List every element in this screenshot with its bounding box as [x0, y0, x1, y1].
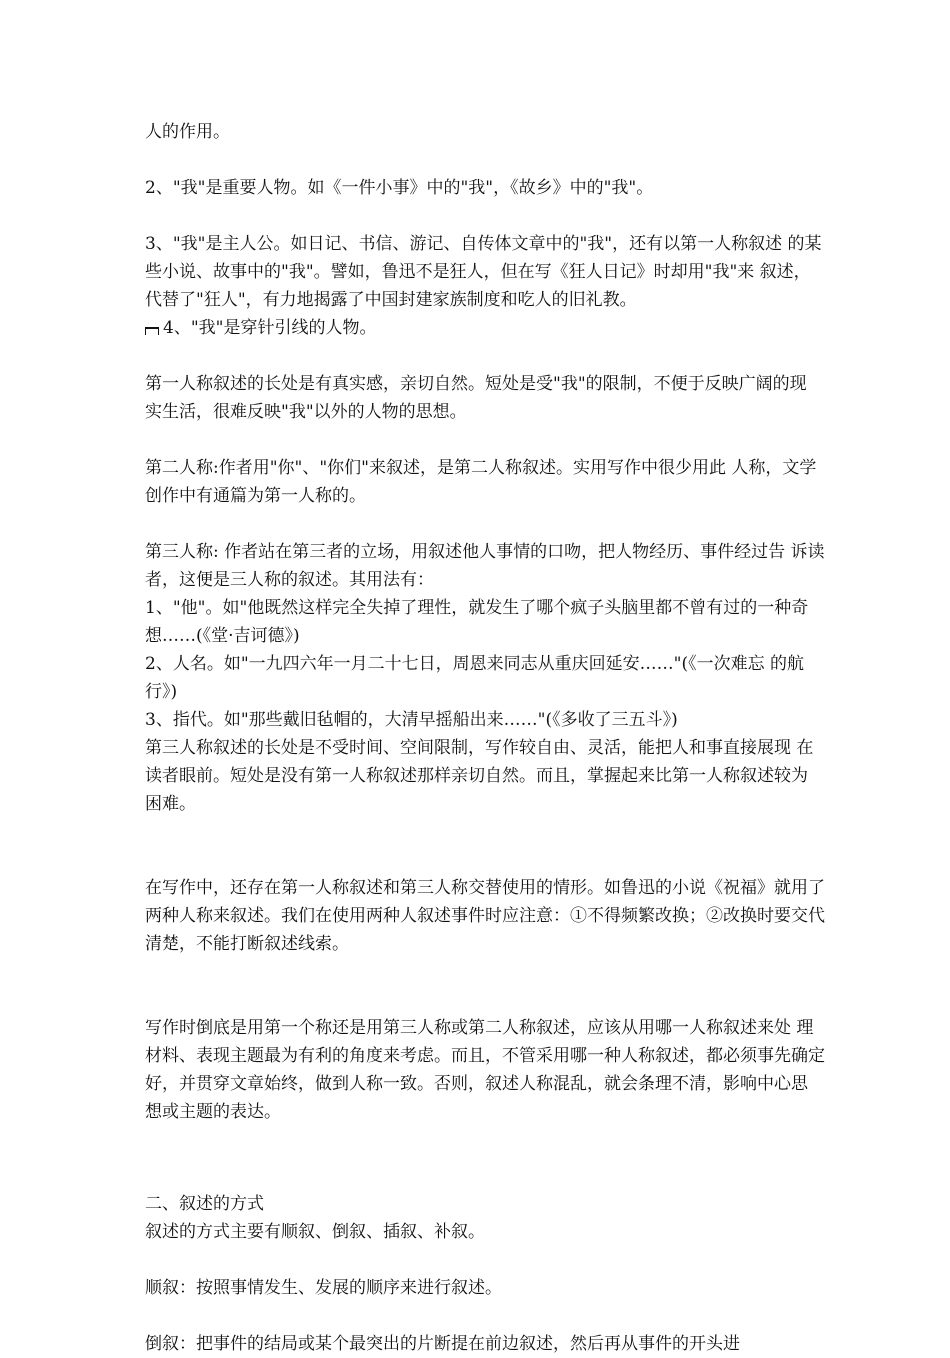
paragraph: 2、"我"是重要人物。如《一件小事》中的"我"，《故乡》中的"我"。 [145, 178, 654, 198]
paragraph: 第三人称叙述的长处是不受时间、空间限制，写作较自由、灵活，能把人和事直接展现 在读者眼前。短处是没有第一人称叙述那样亲切自然。而且，掌握起来比第一人称叙述较为 困难。 [145, 738, 814, 814]
paragraph: 第二人称:作者用"你"、"你们"来叙述，是第二人称叙述。实用写作中很少用此 人称，文学创作中有通篇为第一人称的。 [145, 458, 817, 506]
paragraph: 人的作用。 [145, 122, 230, 142]
paragraph: 写作时倒底是用第一个称还是用第三人称或第二人称叙述，应该从用哪一人称叙述来处 理材料、表现主题最为有利的角度来考虑。而且，不管采用哪一种人称叙述，都必须事先确定好，并贯穿文章始终，做到人称一致。否则，叙述人称混乱，就会条理不清，影响中心思 想或主题的表达。 [145, 1018, 825, 1122]
paragraph: 第三人称: 作者站在第三者的立场，用叙述他人事情的口吻，把人物经历、事件经过告 诉读者，这便是三人称的叙述。其用法有： [145, 542, 825, 590]
paragraph: 1、"他"。如"他既然这样完全失掉了理性，就发生了哪个疯子头脑里都不曾有过的一种奇想……(《堂·吉诃德》) [145, 598, 809, 646]
paragraph: 3、指代。如"那些戴旧毡帽的，大清早摇船出来……"(《多收了三五斗》) [145, 710, 678, 730]
paragraph: 第一人称叙述的长处是有真实感，亲切自然。短处是受"我"的限制，不便于反映广阔的现 实生活，很难反映"我"以外的人物的思想。 [145, 374, 813, 422]
paragraph: 倒叙：把事件的结局或某个最突出的片断提在前边叙述，然后再从事件的开头进 [145, 1334, 740, 1354]
paragraph [145, 314, 825, 342]
paragraph: 3、"我"是主人公。如日记、书信、游记、自传体文章中的"我"，还有以第一人称叙述 的某些小说、故事中的"我"。譬如，鲁迅不是狂人，但在写《狂人日记》时却用"我"来 叙述，代替了"狂人"，有力地揭露了中国封建家族制度和吃人的旧礼教。 [145, 234, 822, 310]
document-body [145, 118, 825, 1358]
paragraph: 2、人名。如"一九四六年一月二十七日，周恩来同志从重庆回延安……"(《一次难忘 的航行》) [145, 654, 804, 702]
paragraph: 顺叙：按照事情发生、发展的顺序来进行叙述。 [145, 1278, 502, 1298]
paragraph: 在写作中，还存在第一人称叙述和第三人称交替使用的情形。如鲁迅的小说《祝福》就用了两种人称来叙述。我们在使用两种人叙述事件时应注意：①不得频繁改换；②改换时要交代清楚，不能打断叙述线索。 [145, 878, 825, 954]
section-heading: 二、叙述的方式 [145, 1194, 264, 1214]
paragraph: 叙述的方式主要有顺叙、倒叙、插叙、补叙。 [145, 1222, 485, 1242]
bracket-mark-icon [145, 327, 159, 335]
paragraph-text: 4、"我"是穿针引线的人物。 [163, 318, 377, 338]
